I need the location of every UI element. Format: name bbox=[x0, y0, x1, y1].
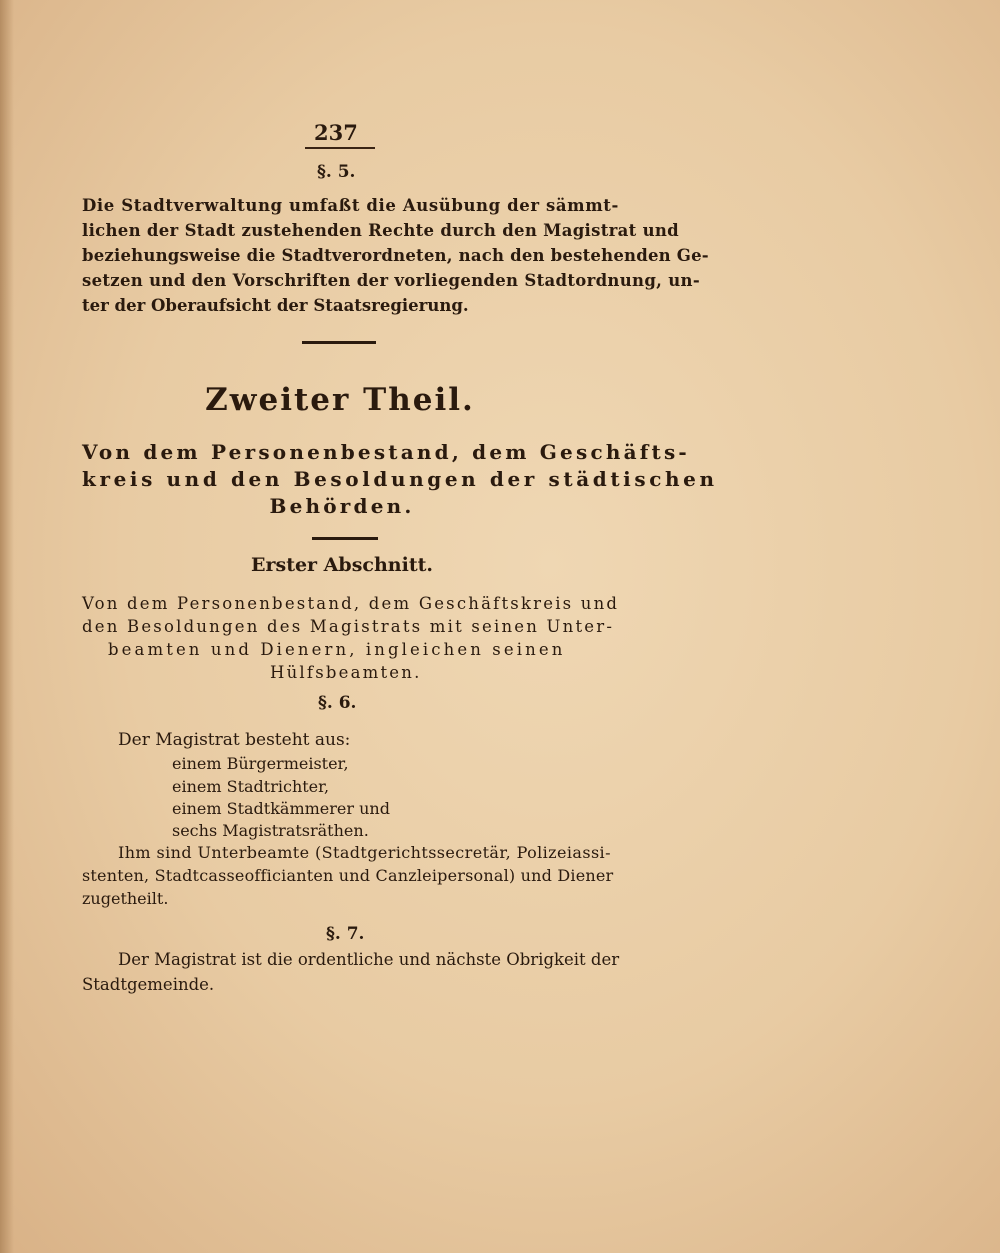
chapter-divider-rule bbox=[312, 537, 378, 540]
section-7-heading: §. 7. bbox=[326, 924, 365, 944]
part-title: Zweiter Theil. bbox=[205, 382, 475, 418]
section-6-line-3: zugetheilt. bbox=[82, 889, 169, 908]
chapter-title: Erster Abschnitt. bbox=[251, 554, 433, 576]
section-6-member-1: einem Bürgermeister, bbox=[172, 754, 349, 773]
section-7-line-1: Der Magistrat ist die ordentliche und nächste Obrigkeit der bbox=[118, 950, 620, 969]
section-5-line-5: ter der Oberaufsicht der Staatsregierung. bbox=[82, 296, 469, 315]
section-6-line-2: stenten, Stadtcasseofficianten und Canzleipersonal) und Diener bbox=[82, 866, 614, 885]
part-subtitle-line-2: kreis und den Besoldungen der städtischen bbox=[82, 467, 718, 491]
page-number: 237 bbox=[314, 120, 358, 145]
section-6-line-1: Ihm sind Unterbeamte (Stadtgerichtssecretär, Polizeiassi- bbox=[118, 843, 611, 862]
section-6-heading: §. 6. bbox=[318, 693, 357, 713]
section-7-line-2: Stadtgemeinde. bbox=[82, 975, 215, 994]
page-edge-shadow bbox=[0, 0, 14, 1253]
section-divider-rule bbox=[302, 341, 376, 344]
section-6-member-2: einem Stadtrichter, bbox=[172, 777, 330, 796]
section-5-line-4: setzen und den Vorschriften der vorliegenden Stadtordnung, un- bbox=[82, 271, 700, 290]
section-6-member-3: einem Stadtkämmerer und bbox=[172, 799, 390, 818]
chapter-line-1: Von dem Personenbestand, dem Geschäftskreis und bbox=[82, 594, 620, 613]
section-5-line-1: Die Stadtverwaltung umfaßt die Ausübung der sämmt- bbox=[82, 196, 619, 215]
section-5-line-3: beziehungsweise die Stadtverordneten, nach den bestehenden Ge- bbox=[82, 246, 709, 265]
section-6-member-4: sechs Magistratsräthen. bbox=[172, 821, 369, 840]
chapter-line-4: Hülfsbeamten. bbox=[270, 663, 422, 682]
section-5-line-2: lichen der Stadt zustehenden Rechte durch den Magistrat und bbox=[82, 221, 680, 240]
chapter-line-3: beamten und Dienern, ingleichen seinen bbox=[108, 640, 566, 659]
page-number-rule bbox=[305, 147, 375, 149]
section-6-intro: Der Magistrat besteht aus: bbox=[118, 730, 351, 750]
part-subtitle-line-1: Von dem Personenbestand, dem Geschäfts- bbox=[82, 440, 690, 464]
part-subtitle-line-3: Behörden. bbox=[269, 494, 415, 518]
section-5-heading: §. 5. bbox=[317, 162, 356, 182]
chapter-line-2: den Besoldungen des Magistrats mit seinen Unter- bbox=[82, 617, 615, 636]
